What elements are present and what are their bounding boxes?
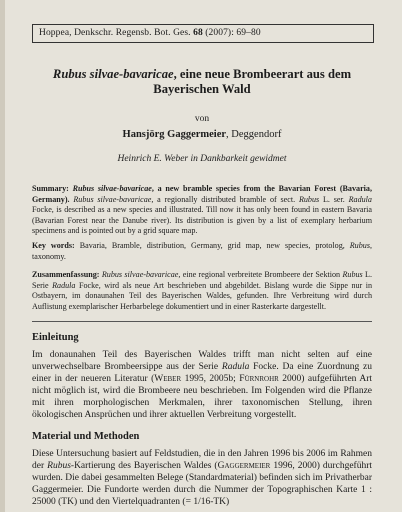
summary-radula: Radula bbox=[348, 194, 372, 204]
dedication: Heinrich E. Weber in Dankbarkeit gewidmet bbox=[117, 154, 287, 164]
summary-bold-rest: , a new bramble species from the Bavarian Forest (Bavaria, Germany). bbox=[32, 184, 372, 204]
zusammenfassung-species: Rubus silvae-bavaricae bbox=[101, 270, 179, 280]
zusammenfassung-rubus: Rubus bbox=[342, 270, 363, 280]
keywords-end: , taxonomy. bbox=[32, 240, 372, 261]
summary-text3: Focke, is described as a new species and illustrated. Till now it has only been found in eastern Bavaria (Bavarian Forest near the Danube river). Its distribution is given by a list of exemplary herbarium specimens and is pointed out by a grid square map. bbox=[32, 205, 372, 236]
keywords-rubus: Rubus bbox=[349, 240, 370, 250]
material-rubus: Rubus bbox=[47, 461, 71, 472]
einleitung-heading: Einleitung bbox=[32, 331, 79, 343]
zusammenfassung-text1: , eine regional verbreitete Brombeere der Sektion bbox=[178, 270, 343, 280]
summary-label: Summary: bbox=[32, 184, 69, 193]
title-line2: Bayerischen Wald bbox=[153, 82, 251, 96]
citation-weber: Weber bbox=[154, 373, 182, 384]
material-paragraph bbox=[32, 448, 372, 508]
citation-suffix: (2007): 69–80 bbox=[202, 28, 261, 38]
keywords-text: Bavaria, Bramble, distribution, Germany, grid map, new species, protolog, bbox=[74, 240, 350, 250]
material-text1: Diese Untersuchung basiert auf Feldstudien, die in den Jahren 1996 bis 2006 im Rahmen der bbox=[32, 449, 372, 472]
zusammenfassung-text3: Focke, wird als neue Art beschrieben und abgebildet. Bislang wurde die Sippe nur in Ostbayern, im donaunahen Teil des Bayerischen Waldes, gefunden. Ihre Verbreitung wird durch Auflistung exemplarischer Herbarbelege dokumentiert und in einer Rasterkarte dargestellt. bbox=[32, 280, 372, 311]
title-species: Rubus silvae-bavaricae bbox=[52, 67, 174, 81]
einleitung-paragraph bbox=[32, 349, 372, 422]
article-title bbox=[38, 67, 366, 97]
material-heading: Material und Methoden bbox=[32, 431, 140, 443]
einleitung-text2: Focke. Da eine Zuordnung zu einer in der neueren Literatur ( bbox=[32, 361, 372, 384]
zusammenfassung-label: Zusammenfassung: bbox=[32, 270, 100, 280]
summary-bold-species: Rubus silvae-bavaricae bbox=[72, 184, 152, 193]
citation-header bbox=[32, 24, 374, 43]
summary-species: Rubus silvae-bavaricae bbox=[73, 194, 152, 204]
citation-prefix: Hoppea, Denkschr. Regensb. Bot. Ges. bbox=[39, 28, 194, 38]
keywords-label: Key words: bbox=[32, 240, 75, 250]
title-line1-rest: , eine neue Brombeerart aus dem bbox=[173, 67, 352, 81]
byline-von: von bbox=[194, 114, 210, 124]
einleitung-text1: Im donaunahen Teil des Bayerischen Waldes trifft man nicht selten auf eine unverwechselbare Brombeersippe aus der Serie bbox=[32, 349, 372, 372]
einleitung-text4: 2000) aufgeführten Art nicht möglich ist, wird die Brombeere neu beschrieben. Im Folgenden wird die Pflanze mit ihren morphologischen Merkmalen, ihrer taxonomischen Stellung, ihren ökologischen Ansprüchen und ihrer aktuellen Verbreitung vorgestellt. bbox=[32, 373, 373, 420]
zusammenfassung-radula: Radula bbox=[52, 280, 76, 290]
keywords-paragraph bbox=[32, 241, 372, 262]
einleitung-text3: 1995, 2005b; bbox=[181, 373, 240, 384]
material-text2: -Kartierung des Bayerischen Waldes ( bbox=[70, 461, 218, 472]
author-name: Hansjörg Gaggermeier bbox=[122, 129, 227, 140]
citation-volume: 68 bbox=[193, 28, 203, 38]
summary-paragraph bbox=[32, 184, 372, 237]
zusammenfassung-text2: L. Serie bbox=[32, 270, 373, 290]
section-divider bbox=[32, 321, 372, 322]
summary-text1: , a regionally distributed bramble of sect. bbox=[151, 194, 299, 204]
einleitung-radula: Radula bbox=[221, 361, 250, 372]
citation-gaggermeier: Gaggermeier bbox=[217, 461, 271, 472]
summary-rubus: Rubus bbox=[298, 194, 320, 204]
scan-edge-left bbox=[0, 0, 5, 512]
zusammenfassung-paragraph bbox=[32, 270, 372, 312]
author-place: , Deggendorf bbox=[226, 129, 282, 140]
material-text3: 1996, 2000) durchgeführt wurden. Die dabei gesammelten Belege (Standardmaterial) befinden sich im Privatherbar Gaggermeier. Die Fundorte werden durch die Nummer der Topographischen Karte 1 : 25000 (TK) und den Viertelquadranten (= 1/16-TK) bbox=[32, 461, 372, 508]
author-line bbox=[32, 129, 372, 140]
citation-fuernrohr: Fürnrohr bbox=[239, 373, 279, 384]
summary-text2: L. ser. bbox=[319, 194, 349, 204]
abstract-block bbox=[32, 184, 372, 313]
